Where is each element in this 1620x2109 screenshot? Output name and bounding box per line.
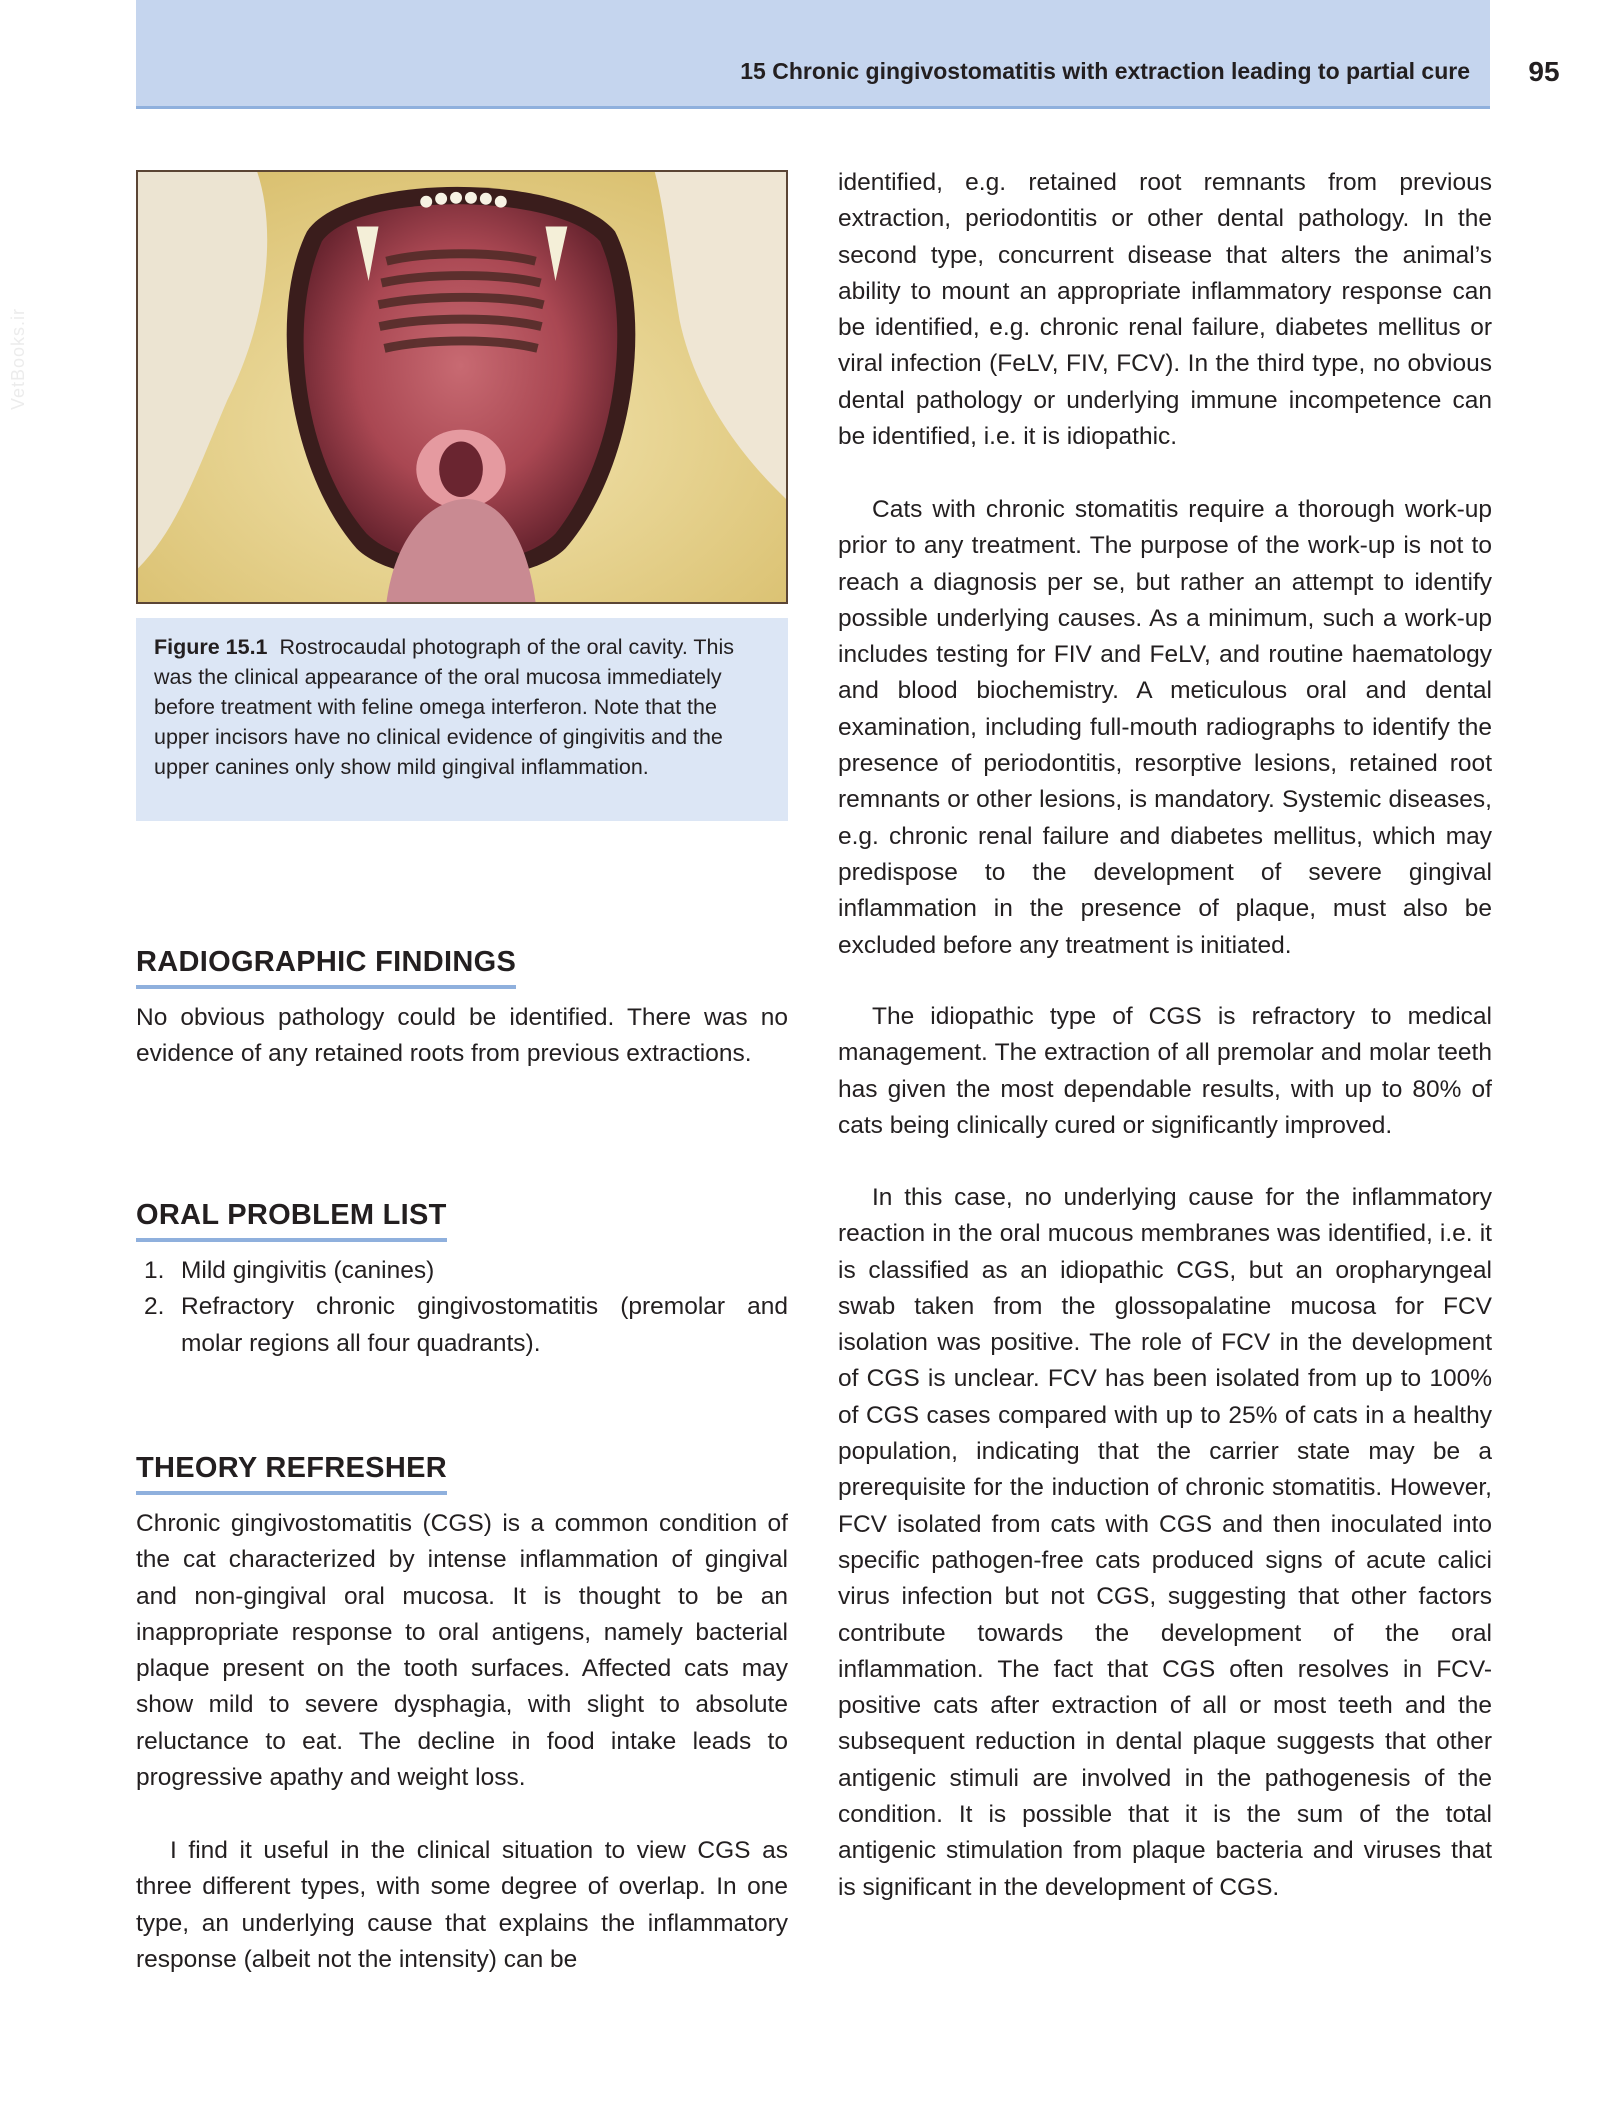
running-header [136, 0, 1490, 109]
oral-cavity-photo [138, 172, 786, 602]
heading-theory-refresher: THEORY REFRESHER [136, 1451, 447, 1495]
right-paragraph-2: Cats with chronic stomatitis require a thorough work-up prior to any treatment. The purpose of the work-up is not to reach a diagnosis per se, but rather an attempt to identify possible underlying causes. As a minimum, such a work-up includes testing for FIV and FeLV, and routine haematology and blood biochemistry. A meticulous oral and dental examination, including full-mouth radiographs to identify the presence of periodontitis, resorptive lesions, retained root remnants or other lesions, is mandatory. Systemic diseases, e.g. chronic renal failure and diabetes mellitus, which may predispose to the development of severe gingival inflammation in the presence of plaque, must also be excluded before any treatment is initiated. [838, 496, 1492, 959]
figure-caption [136, 618, 788, 821]
figure-label: Figure 15.1 [154, 635, 268, 659]
figure-caption-text: Rostrocaudal photograph of the oral cavity. This was the clinical appearance of the oral mucosa immediately before treatment with feline omega interferon. Note that the upper incisors have no clinical evidence of gingivitis and the upper canines only show mild gingival inflammation. [154, 635, 735, 779]
chapter-title: 15 Chronic gingivostomatitis with extraction leading to partial cure [740, 58, 1470, 84]
heading-radiographic-findings: RADIOGRAPHIC FINDINGS [136, 945, 516, 989]
right-paragraph-3: The idiopathic type of CGS is refractory to medical management. The extraction of all premolar and molar teeth has given the most dependable results, with up to 80% of cats being clinically cured or significantly improved. [838, 1003, 1492, 1139]
list-item-text: Mild gingivitis (canines) [181, 1257, 435, 1284]
theory-paragraph-1: Chronic gingivostomatitis (CGS) is a common condition of the cat characterized by intense inflammation of gingival and non-gingival oral mucosa. It is thought to be an inappropriate response to oral antigens, namely bacterial plaque present on the tooth surfaces. Affected cats may show mild to severe dysphagia, with slight to absolute reluctance to eat. The decline in food intake leads to progressive apathy and weight loss. [136, 1510, 788, 1792]
theory-paragraph-2: I find it useful in the clinical situation to view CGS as three different types, with some degree of overlap. In one type, an underlying cause that explains the inflammatory response (albeit not the intensity) can be [136, 1837, 788, 1973]
page-number: 95 [1528, 56, 1560, 87]
list-item [136, 1253, 788, 1289]
problem-list [136, 1253, 788, 1362]
heading-oral-problem-list: ORAL PROBLEM LIST [136, 1198, 447, 1242]
list-number: 2. [144, 1293, 165, 1321]
radiographic-findings-text: No obvious pathology could be identified. There was no evidence of any retained roots from previous extractions. [136, 1004, 788, 1068]
right-paragraph-4: In this case, no underlying cause for the inflammatory reaction in the oral mucous membranes was identified, i.e. it is classified as an idiopathic CGS, but an oropharyngeal swab taken from the glossopalatine mucosa for FCV isolation was positive. The role of FCV in the development of CGS is unclear. FCV has been isolated from up to 100% of CGS cases compared with up to 25% of cats in a healthy population, indicating that the carrier state may be a prerequisite for the induction of chronic stomatitis. However, FCV isolated from cats with CGS and then inoculated into specific pathogen-free cats produced signs of acute calici virus infection but not CGS, suggesting that other factors contribute towards the development of the oral inflammation. The fact that CGS often resolves in FCV-positive cats after extraction of all or most teeth and the subsequent reduction in dental plaque suggests that other antigenic stimuli are involved in the pathogenesis of the condition. It is possible that it is the sum of the total antigenic stimulation from plaque bacteria and viruses that is significant in the development of CGS. [838, 1184, 1492, 1901]
list-item-text: Refractory chronic gingivostomatitis (premolar and molar regions all four quadrants). [181, 1293, 788, 1357]
list-item [136, 1289, 788, 1362]
figure-photo [136, 170, 788, 604]
list-number: 1. [144, 1257, 165, 1284]
right-paragraph-1: identified, e.g. retained root remnants from previous extraction, periodontitis or other dental pathology. In the second type, concurrent disease that alters the animal’s ability to mount an appropriate inflammatory response can be identified, e.g. chronic renal failure, diabetes mellitus or viral infection (FeLV, FIV, FCV). In the third type, no obvious dental pathology or underlying immune incompetence can be identified, i.e. it is idiopathic. [838, 169, 1492, 451]
watermark: VetBooks.ir [8, 307, 28, 410]
